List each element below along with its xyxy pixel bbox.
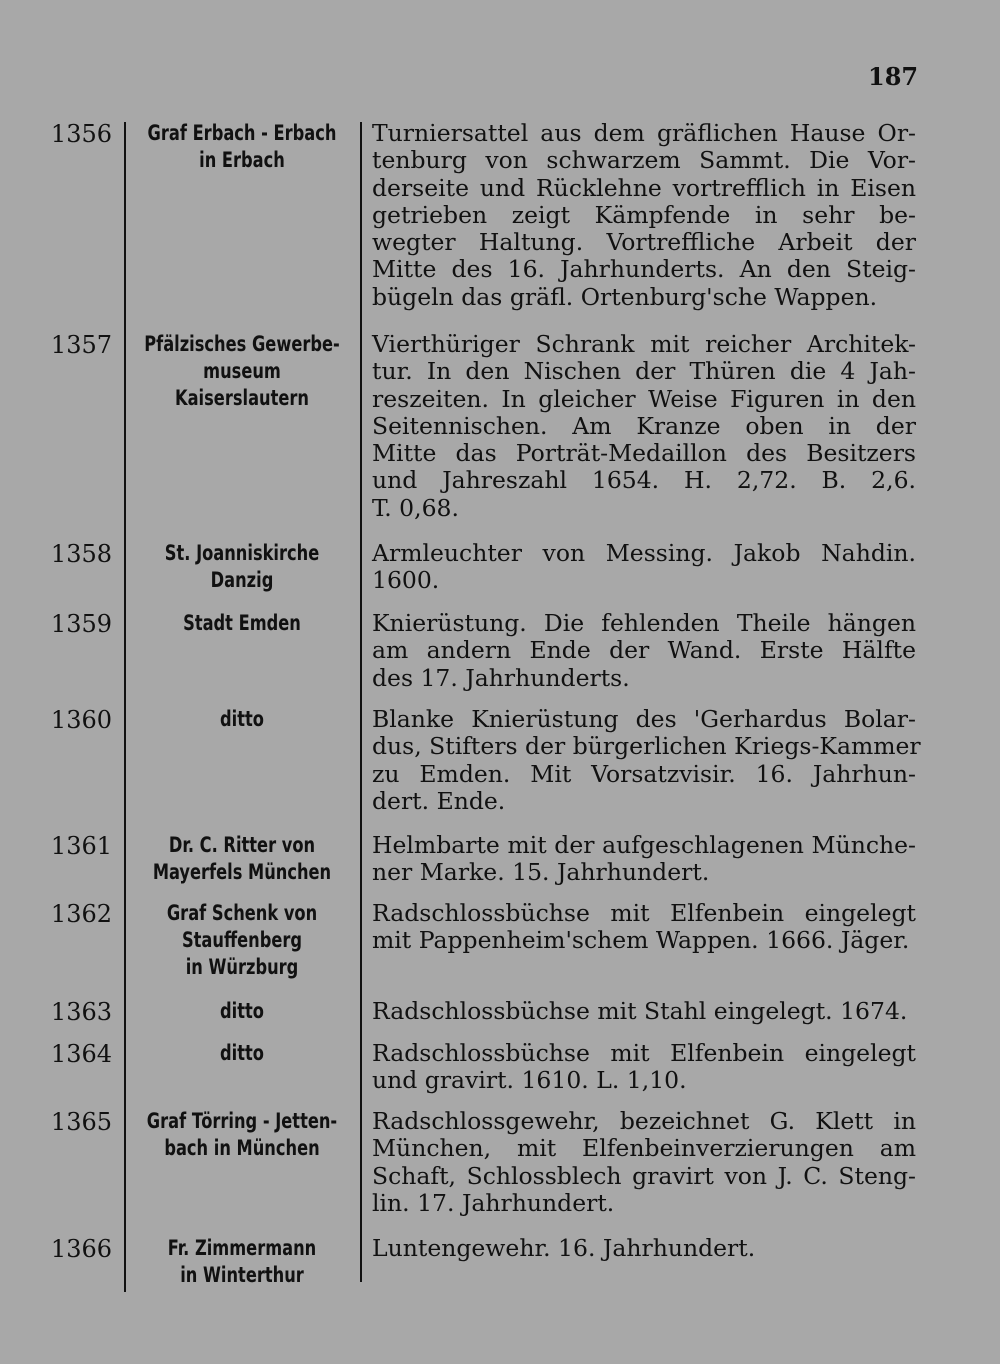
- entry-number: 1356: [50, 120, 112, 148]
- entry-number: 1359: [50, 610, 112, 638]
- description-line: Radschlossbüchse mit Elfenbein eingelegt: [372, 1039, 916, 1067]
- description-line: Armleuchter von Messing. Jakob Nahdin.: [372, 539, 916, 567]
- description-line: Seitennischen. Am Kranze oben in der: [372, 411, 916, 440]
- entry-owner: [144, 900, 340, 981]
- owner-line: Kaiserslautern: [175, 386, 309, 410]
- description-line: Knierüstung. Die fehlenden Theile hängen: [372, 609, 916, 637]
- description-line: Mitte das Porträt-Medaillon des Besitzers: [372, 439, 916, 468]
- description-line: derseite und Rücklehne vortrefflich in Eisen: [372, 173, 916, 202]
- entry-owner: [144, 1040, 340, 1067]
- description-line: und Jahreszahl 1654. H. 2,72. B. 2,6.: [372, 466, 916, 495]
- owner-line: Graf Törring - Jetten-: [146, 1109, 338, 1133]
- description-line: Helmbarte mit der aufgeschlagenen Münche-: [372, 831, 916, 859]
- description-line: reszeiten. In gleicher Weise Figuren in den: [372, 384, 916, 413]
- entry-description: [372, 998, 916, 1025]
- owner-line: Fr. Zimmermann: [167, 1236, 317, 1260]
- owner-line: Pfälzisches Gewerbe-: [144, 332, 340, 356]
- entry-description: [372, 832, 916, 887]
- owner-line: ditto: [220, 999, 264, 1023]
- entry-description: [372, 900, 916, 955]
- description-line: Blanke Knierüstung des 'Gerhardus Bolar-: [372, 705, 916, 733]
- column-divider-left: [124, 122, 126, 1292]
- owner-line: Danzig: [210, 568, 274, 592]
- entry-owner: [144, 120, 340, 174]
- description-line: zu Emden. Mit Vorsatzvisir. 16. Jahrhun-: [372, 759, 916, 788]
- description-line: Vierthüriger Schrank mit reicher Architek-: [372, 330, 916, 358]
- description-line: Radschlossbüchse mit Stahl eingelegt. 1674.: [372, 997, 908, 1025]
- owner-line: museum: [203, 359, 281, 383]
- description-line: am andern Ende der Wand. Erste Hälfte: [372, 636, 916, 665]
- description-line: mit Pappenheim'schem Wappen. 1666. Jäger.: [372, 926, 910, 955]
- description-line: des 17. Jahrhunderts.: [372, 663, 630, 692]
- entry-description: [372, 120, 916, 311]
- entry-owner: [144, 998, 340, 1025]
- owner-line: Graf Erbach - Erbach: [147, 121, 337, 145]
- description-line: Turniersattel aus dem gräflichen Hause Or-: [372, 119, 916, 147]
- entry-owner: [144, 540, 340, 594]
- description-line: dert. Ende.: [372, 786, 506, 815]
- owner-line: bach in München: [164, 1136, 320, 1160]
- page-number: 187: [868, 62, 919, 91]
- owner-line: Mayerfels München: [152, 860, 332, 884]
- owner-line: Graf Schenk von: [166, 901, 318, 925]
- description-line: München, mit Elfenbeinverzierungen am: [372, 1134, 916, 1163]
- owner-line: Stadt Emden: [183, 611, 301, 635]
- column-divider-right: [360, 122, 362, 1282]
- description-line: und gravirt. 1610. L. 1,10.: [372, 1066, 687, 1095]
- description-line: Radschlossbüchse mit Elfenbein eingelegt: [372, 899, 916, 927]
- description-line: T. 0,68.: [372, 493, 459, 522]
- entry-number: 1364: [50, 1040, 112, 1068]
- description-line: getrieben zeigt Kämpfende in sehr be-: [372, 200, 916, 229]
- description-line: wegter Haltung. Vortreffliche Arbeit der: [372, 228, 916, 257]
- description-line: Radschlossgewehr, bezeichnet G. Klett in: [372, 1107, 916, 1135]
- owner-line: Dr. C. Ritter von: [168, 833, 316, 857]
- entry-number: 1361: [50, 832, 112, 860]
- owner-line: in Winterthur: [180, 1263, 304, 1287]
- entry-number: 1357: [50, 331, 112, 359]
- entry-number: 1358: [50, 540, 112, 568]
- entry-owner: [144, 706, 340, 733]
- description-line: 1600.: [372, 566, 440, 595]
- entry-description: [372, 705, 921, 815]
- entry-description: [372, 540, 916, 595]
- description-line: bügeln das gräfl. Ortenburg'sche Wappen.: [372, 282, 878, 311]
- entry-owner: [144, 1235, 340, 1289]
- owner-line: St. Joanniskirche: [164, 541, 320, 565]
- entry-description: [372, 1235, 916, 1262]
- entry-owner: [144, 832, 340, 886]
- description-line: Mitte des 16. Jahrhunderts. An den Steig-: [372, 255, 916, 284]
- description-line: Luntengewehr. 16. Jahrhundert.: [372, 1234, 756, 1262]
- owner-line: in Erbach: [199, 148, 285, 172]
- entry-number: 1366: [50, 1235, 112, 1263]
- entry-number: 1360: [50, 706, 112, 734]
- owner-line: ditto: [220, 707, 264, 731]
- entry-owner: [144, 610, 340, 637]
- description-line: ner Marke. 15. Jahrhundert.: [372, 858, 710, 887]
- description-line: Schaft, Schlossblech gravirt von J. C. Steng-: [372, 1161, 916, 1190]
- entry-description: [372, 331, 916, 522]
- owner-line: ditto: [220, 1041, 264, 1065]
- entry-description: [372, 1108, 916, 1217]
- entry-number: 1363: [50, 998, 112, 1026]
- entry-number: 1362: [50, 900, 112, 928]
- description-line: tenburg von schwarzem Sammt. Die Vor-: [372, 146, 916, 175]
- entry-description: [372, 1040, 916, 1095]
- description-line: dus, Stifters der bürgerlichen Kriegs-Kammer: [372, 732, 921, 761]
- description-line: tur. In den Nischen der Thüren die 4 Jah-: [372, 357, 916, 386]
- entry-owner: [144, 331, 340, 412]
- entry-number: 1365: [50, 1108, 112, 1136]
- entry-description: [372, 610, 916, 692]
- owner-line: in Würzburg: [185, 955, 299, 979]
- owner-line: Stauffenberg: [181, 928, 303, 952]
- entry-owner: [144, 1108, 340, 1162]
- description-line: lin. 17. Jahrhundert.: [372, 1188, 615, 1217]
